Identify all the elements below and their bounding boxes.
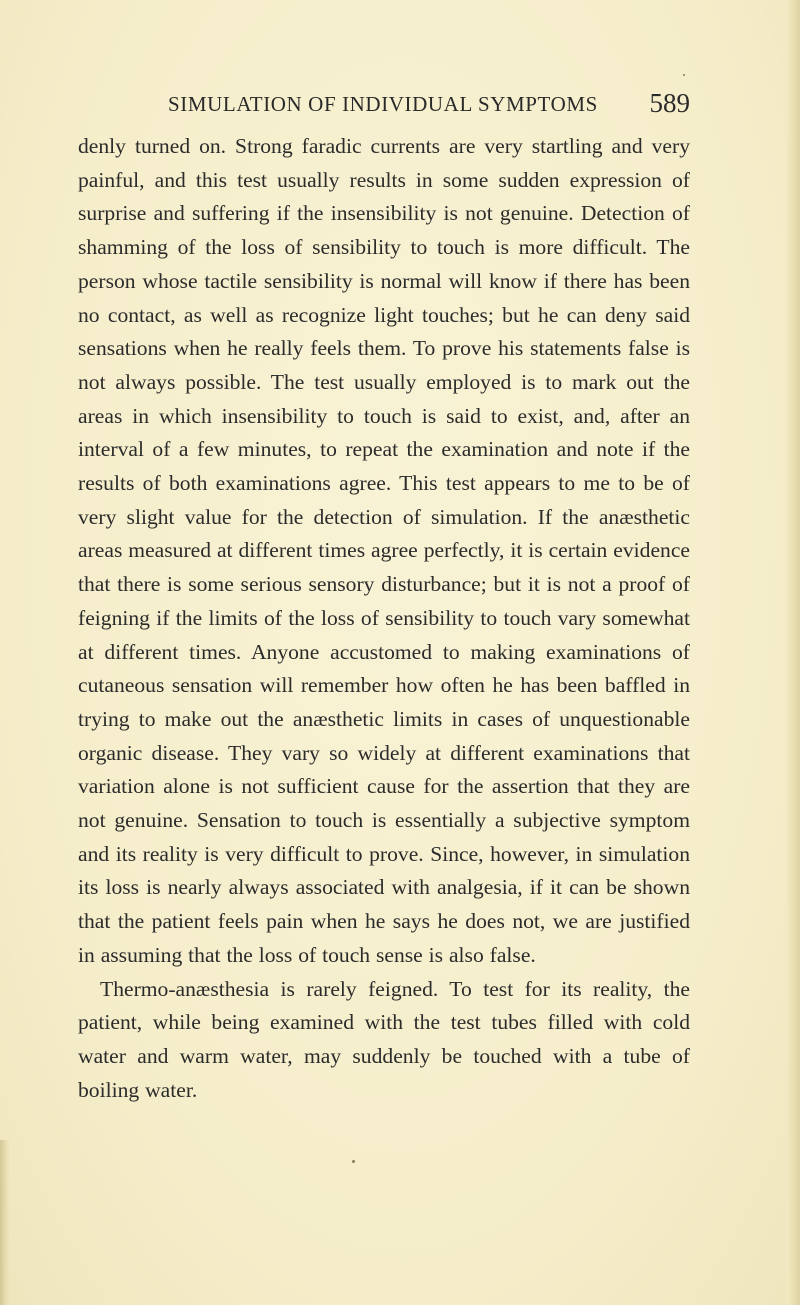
page-edge [786,0,800,1305]
body-text [78,130,690,1107]
paper-speck [683,74,685,76]
page-header [78,88,690,132]
paper-speck [352,1160,355,1163]
binding-shadow [0,1140,10,1305]
paragraph-1: denly turned on. Strong faradic currents are very startling and very painful, and this test usually results in some sudden expression of surprise and suffering if the insensibility is not genuine. Detection of shamming of the loss of sensibility to touch is more difficult. The person whose tactile sensibility is normal will know if there has been no contact, as well as recognize light touches; but he can deny said sensations when he really feels them. To prove his statements false is not always possible. The test usually employed is to mark out the areas in which insensibility to touch is said to exist, and, after an interval of a few minutes, to repeat the examination and note if the results of both examinations agree. This test appears to me to be of very slight value for the detection of simulation. If the anæsthetic areas measured at different times agree perfectly, it is certain evidence that there is some serious sensory disturbance; but it is not a proof of feigning if the limits of the loss of sensibility to touch vary somewhat at different times. Anyone accustomed to making examinations of cutaneous sensation will remember how often he has been baffled in trying to make out the anæsthetic limits in cases of unquestionable organic disease. They vary so widely at different examinations that variation alone is not sufficient cause for the assertion that they are not genuine. Sensation to touch is essentially a subjective symptom and its reality is very difficult to prove. Since, however, in simulation its loss is nearly always associated with analgesia, if it can be shown that the patient feels pain when he says he does not, we are justified in assuming that the loss of touch sense is also false. [78,134,690,967]
running-head: SIMULATION OF INDIVIDUAL SYMPTOMS [168,92,598,116]
page-number: 589 [649,88,690,118]
paragraph-2: Thermo-anæsthesia is rarely feigned. To test for its reality, the patient, while being examined with the test tubes filled with cold water and warm water, may suddenly be touched with a tube of boiling water. [78,976,690,1102]
